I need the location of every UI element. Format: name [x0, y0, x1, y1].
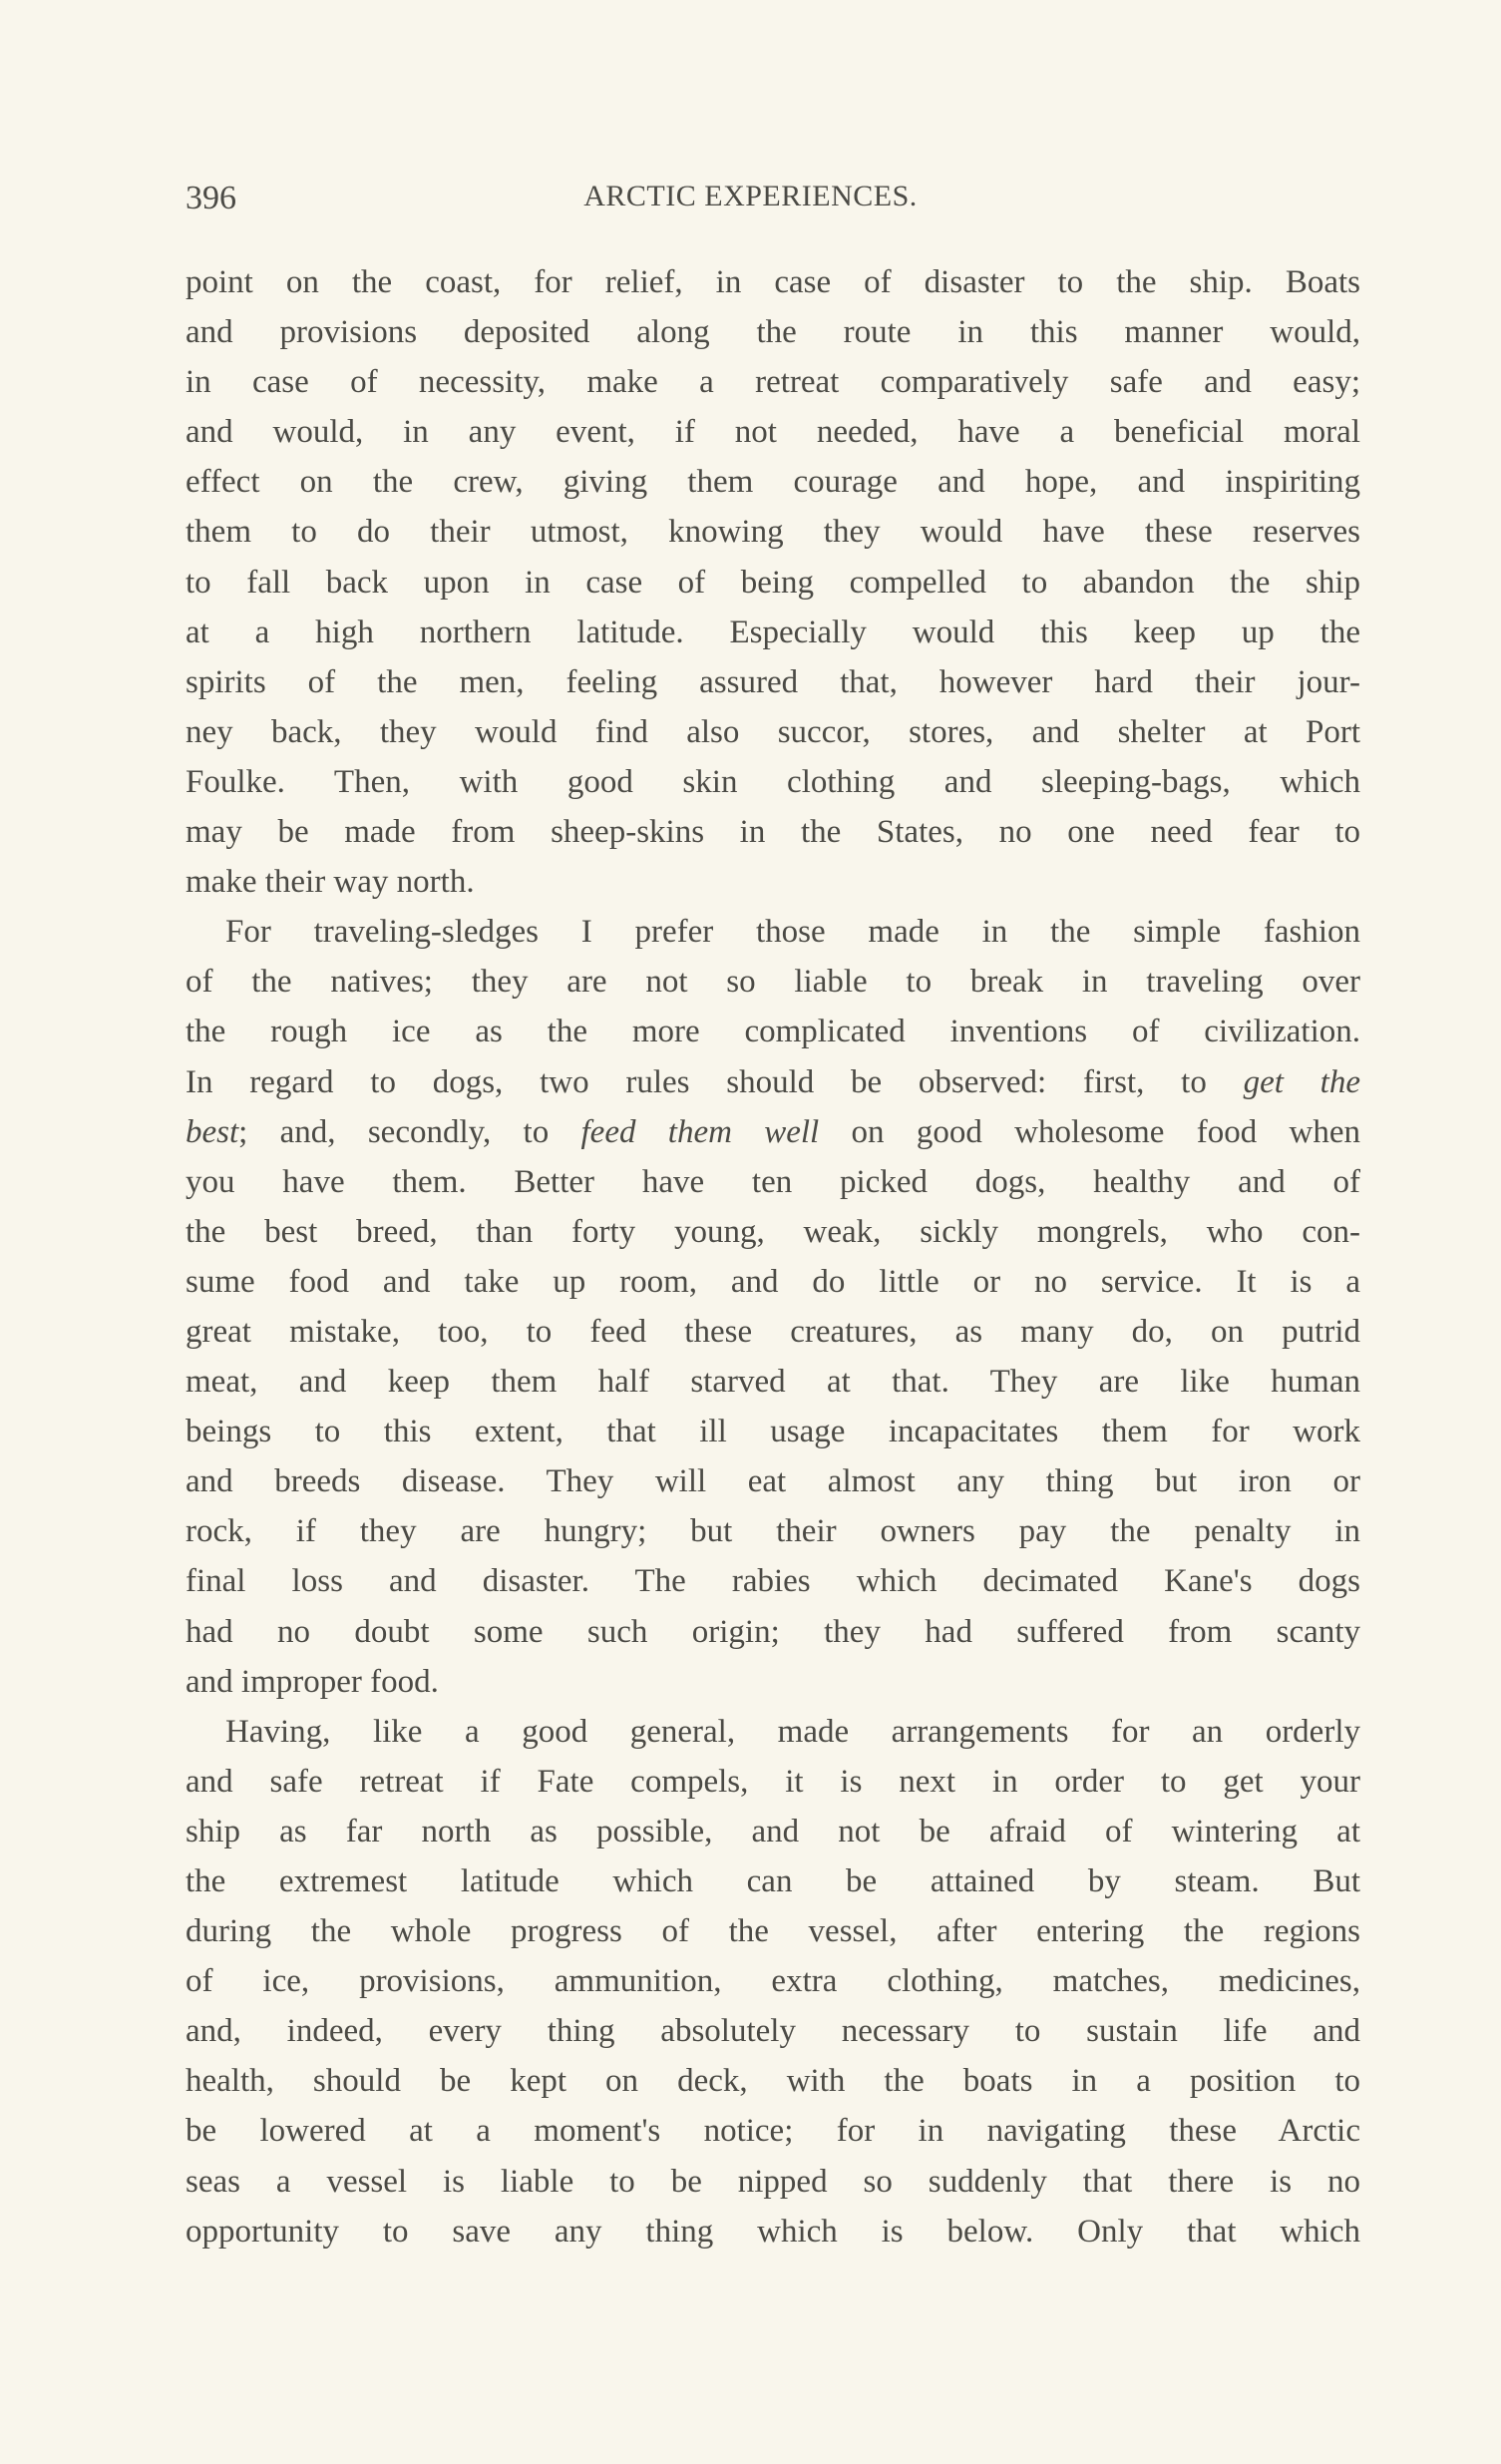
text-line	[186, 1307, 1360, 1357]
text-segment: opportunity to save any thing which is below. Only that which	[186, 2213, 1360, 2250]
text-line	[186, 1506, 1360, 1556]
text-line	[186, 1456, 1360, 1506]
text-line	[186, 757, 1360, 807]
text-line	[186, 2106, 1360, 2156]
text-line	[186, 558, 1360, 608]
page-number: 396	[186, 180, 236, 216]
text-line	[186, 257, 1360, 307]
text-line	[186, 1856, 1360, 1906]
text-segment: For traveling-sledges I prefer those made in the simple fashion	[225, 914, 1360, 951]
text-segment: effect on the crew, giving them courage and hope, and inspiriting	[186, 464, 1360, 501]
text-segment: and, indeed, every thing absolutely necessary to sustain life and	[186, 2013, 1360, 2050]
text-segment: and breeds disease. They will eat almost any thing but iron or	[186, 1463, 1360, 1500]
text-segment: on good wholesome food when	[819, 1113, 1360, 1150]
text-segment: them to do their utmost, knowing they would have these reserves	[186, 514, 1360, 551]
text-line	[186, 1657, 1360, 1707]
text-line	[186, 1057, 1360, 1107]
text-segment: at a high northern latitude. Especially would this keep up the	[186, 614, 1360, 650]
text-line	[186, 357, 1360, 407]
text-segment: rock, if they are hungry; but their owners pay the penalty in	[186, 1513, 1360, 1550]
text-line	[186, 1007, 1360, 1056]
text-line	[186, 1607, 1360, 1657]
italic-text: best	[186, 1113, 239, 1150]
text-segment: make their way north.	[186, 864, 475, 901]
text-line	[186, 1956, 1360, 2006]
running-title: ARCTIC EXPERIENCES.	[583, 180, 918, 212]
text-line	[186, 2207, 1360, 2257]
text-line	[186, 807, 1360, 857]
text-line	[186, 1757, 1360, 1807]
text-segment: meat, and keep them half starved at that. They are like human	[186, 1364, 1360, 1401]
text-segment: of the natives; they are not so liable to break in traveling over	[186, 964, 1360, 1001]
text-line	[186, 1357, 1360, 1407]
text-segment: and improper food.	[186, 1663, 439, 1700]
text-segment: the rough ice as the more complicated inventions of civilization.	[186, 1014, 1360, 1050]
text-segment: and safe retreat if Fate compels, it is next in order to get your	[186, 1763, 1360, 1800]
text-segment: beings to this extent, that ill usage incapacitates them for work	[186, 1414, 1360, 1450]
text-segment: the extremest latitude which can be attained by steam. But	[186, 1863, 1360, 1899]
text-line	[186, 608, 1360, 657]
text-segment: great mistake, too, to feed these creatures, as many do, on putrid	[186, 1313, 1360, 1350]
text-line	[186, 1157, 1360, 1207]
text-line	[186, 2006, 1360, 2056]
text-segment: be lowered at a moment's notice; for in navigating these Arctic	[186, 2113, 1360, 2150]
text-segment: the best breed, than forty young, weak, sickly mongrels, who con-	[186, 1213, 1360, 1250]
text-segment: ; and, secondly, to	[238, 1113, 581, 1150]
text-segment: of ice, provisions, ammunition, extra clothing, matches, medicines,	[186, 1963, 1360, 2000]
text-line	[186, 2157, 1360, 2207]
text-segment: spirits of the men, feeling assured that, however hard their jour-	[186, 663, 1360, 700]
text-segment: sume food and take up room, and do little or no service. It is a	[186, 1263, 1360, 1300]
text-line	[186, 1107, 1360, 1157]
text-segment: final loss and disaster. The rabies which decimated Kane's dogs	[186, 1563, 1360, 1600]
text-segment: Foulke. Then, with good skin clothing and sleeping-bags, which	[186, 763, 1360, 800]
text-line	[186, 457, 1360, 507]
text-line	[186, 857, 1360, 907]
text-line	[186, 1407, 1360, 1456]
text-line	[186, 657, 1360, 707]
text-line	[186, 957, 1360, 1007]
text-segment: and would, in any event, if not needed, have a beneficial moral	[186, 414, 1360, 451]
text-segment: ney back, they would find also succor, stores, and shelter at Port	[186, 713, 1360, 750]
text-line	[186, 1906, 1360, 1956]
text-segment: you have them. Better have ten picked dogs, healthy and of	[186, 1163, 1360, 1200]
text-segment: in case of necessity, make a retreat comparatively safe and easy;	[186, 364, 1360, 401]
text-segment: had no doubt some such origin; they had suffered from scanty	[186, 1613, 1360, 1650]
text-segment: seas a vessel is liable to be nipped so suddenly that there is no	[186, 2163, 1360, 2200]
body-text	[186, 257, 1360, 2257]
text-segment: ship as far north as possible, and not be afraid of wintering at	[186, 1813, 1360, 1849]
text-line	[186, 707, 1360, 757]
italic-text: get the	[1243, 1063, 1360, 1100]
text-line	[186, 907, 1360, 957]
text-segment: may be made from sheep-skins in the States, no one need fear to	[186, 814, 1360, 851]
text-segment: during the whole progress of the vessel, after entering the regions	[186, 1913, 1360, 1950]
text-line	[186, 1707, 1360, 1757]
text-segment: Having, like a good general, made arrangements for an orderly	[225, 1713, 1360, 1750]
text-line	[186, 407, 1360, 457]
text-segment: point on the coast, for relief, in case of disaster to the ship. Boats	[186, 264, 1360, 300]
text-line	[186, 507, 1360, 557]
text-line	[186, 307, 1360, 357]
text-line	[186, 1257, 1360, 1307]
italic-text: feed them well	[580, 1113, 820, 1150]
text-segment: to fall back upon in case of being compelled to abandon the ship	[186, 564, 1360, 601]
text-line	[186, 2056, 1360, 2106]
text-line	[186, 1807, 1360, 1856]
text-segment: In regard to dogs, two rules should be observed: first, to	[186, 1063, 1244, 1100]
text-line	[186, 1556, 1360, 1606]
text-segment: and provisions deposited along the route in this manner would,	[186, 314, 1360, 351]
text-line	[186, 1207, 1360, 1257]
text-segment: health, should be kept on deck, with the boats in a position to	[186, 2063, 1360, 2100]
